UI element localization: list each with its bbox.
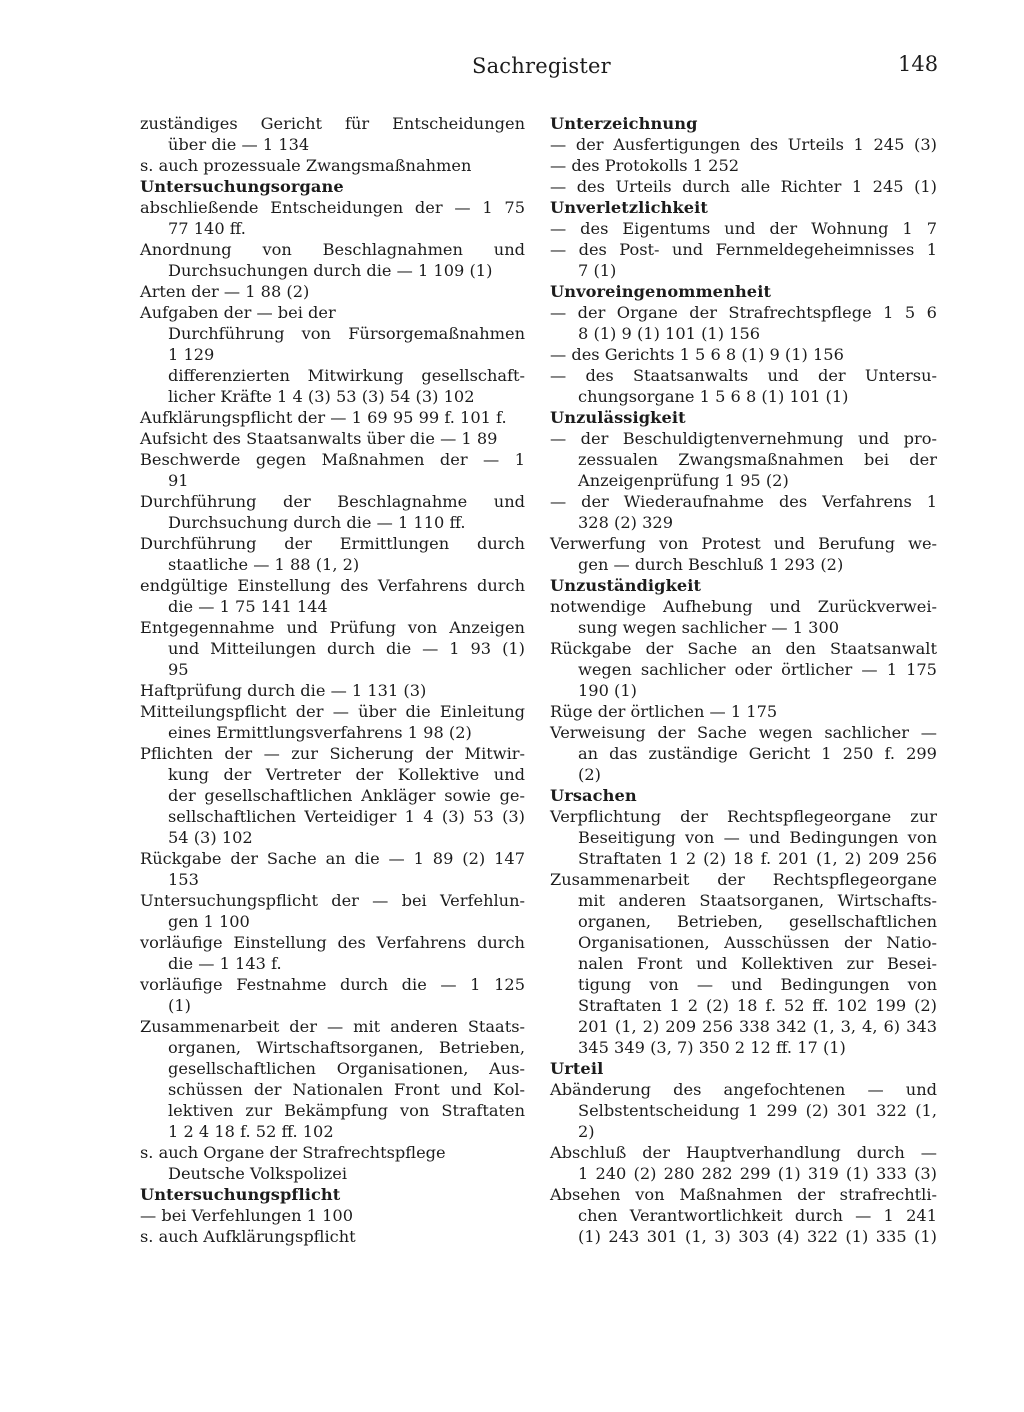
index-line: Zusammenarbeit der — mit anderen Staats-: [140, 1017, 525, 1036]
index-line: Durchführung der Beschlagnahme und: [140, 492, 525, 511]
index-line: — der Beschuldigtenvernehmung und pro-: [550, 429, 937, 448]
index-line: sellschaftlichen Verteidiger 1 4 (3) 53 (3): [168, 807, 525, 826]
index-line: mit anderen Staatsorganen, Wirtschafts-: [578, 891, 937, 910]
index-line: abschließende Entscheidungen der — 1 75: [140, 198, 525, 217]
index-line: Organisationen, Ausschüssen der Natio-: [578, 933, 937, 952]
index-heading: Ursachen: [550, 786, 637, 805]
index-line: Anzeigenprüfung 1 95 (2): [578, 471, 789, 490]
index-line: gesellschaftlichen Organisationen, Aus-: [168, 1059, 525, 1078]
index-line: Abschluß der Hauptverhandlung durch —: [550, 1143, 937, 1162]
index-line: gen — durch Beschluß 1 293 (2): [578, 555, 844, 574]
index-line: Selbstentscheidung 1 299 (2) 301 322 (1,: [578, 1101, 937, 1120]
index-line: 1 129: [168, 345, 215, 364]
index-line: 77 140 ff.: [168, 219, 246, 238]
index-line: sung wegen sachlicher — 1 300: [578, 618, 840, 637]
index-line: — des Staatsanwalts und der Untersu-: [550, 366, 937, 385]
index-line: vorläufige Einstellung des Verfahrens durch: [140, 933, 525, 952]
index-line: Arten der — 1 88 (2): [140, 282, 310, 301]
index-heading: Unzuständigkeit: [550, 576, 702, 595]
index-line: Absehen von Maßnahmen der strafrechtli-: [550, 1185, 937, 1204]
index-line: Rückgabe der Sache an den Staatsanwalt: [550, 639, 937, 658]
index-line: differenzierten Mitwirkung gesellschaft-: [168, 366, 525, 385]
index-heading: Unzulässigkeit: [550, 408, 686, 427]
index-line: 95: [168, 660, 189, 679]
index-line: über die — 1 134: [168, 135, 310, 154]
index-line: s. auch prozessuale Zwangsmaßnahmen: [140, 156, 472, 175]
index-line: wegen sachlicher oder örtlicher — 1 175: [578, 660, 937, 679]
index-line: — des Protokolls 1 252: [550, 156, 740, 175]
index-heading: Untersuchungsorgane: [140, 177, 344, 196]
index-line: Straftaten 1 2 (2) 18 f. 52 ff. 102 199 (2): [578, 996, 937, 1015]
index-line: Verwerfung von Protest und Berufung we-: [550, 534, 937, 553]
index-line: notwendige Aufhebung und Zurückverwei-: [550, 597, 937, 616]
index-line: — bei Verfehlungen 1 100: [140, 1206, 353, 1225]
index-line: — der Ausfertigungen des Urteils 1 245 (3): [550, 135, 937, 154]
index-line: 2): [578, 1122, 595, 1141]
index-line: zuständiges Gericht für Entscheidungen: [140, 114, 525, 133]
index-line: Durchführung von Fürsorgemaßnahmen: [168, 324, 525, 343]
index-line: organen, Wirtschaftsorganen, Betrieben,: [168, 1038, 525, 1057]
index-line: — des Gerichts 1 5 6 8 (1) 9 (1) 156: [550, 345, 844, 364]
index-heading: Unvoreingenommenheit: [550, 282, 772, 301]
index-line: Entgegennahme und Prüfung von Anzeigen: [140, 618, 525, 637]
index-line: Straftaten 1 2 (2) 18 f. 201 (1, 2) 209 256: [578, 849, 937, 868]
index-line: 345 349 (3, 7) 350 2 12 ff. 17 (1): [578, 1038, 846, 1057]
index-line: eines Ermittlungsverfahrens 1 98 (2): [168, 723, 472, 742]
index-line: Aufsicht des Staatsanwalts über die — 1 89: [140, 429, 498, 448]
index-line: chen Verantwortlichkeit durch — 1 241: [578, 1206, 937, 1225]
index-line: Aufgaben der — bei der: [140, 303, 336, 322]
index-line: 201 (1, 2) 209 256 338 342 (1, 3, 4, 6) 343: [578, 1017, 937, 1036]
index-line: Abänderung des angefochtenen — und: [550, 1080, 937, 1099]
index-line: 91: [168, 471, 189, 490]
index-line: — der Organe der Strafrechtspflege 1 5 6: [550, 303, 937, 322]
index-line: gen 1 100: [168, 912, 250, 931]
index-line: — des Urteils durch alle Richter 1 245 (1): [550, 177, 937, 196]
running-title: Sachregister: [472, 54, 611, 78]
index-line: nalen Front und Kollektiven zur Besei-: [578, 954, 937, 973]
index-line: (1): [168, 996, 191, 1015]
index-line: Durchführung der Ermittlungen durch: [140, 534, 525, 553]
index-line: schüssen der Nationalen Front und Kol-: [168, 1080, 525, 1099]
index-line: endgültige Einstellung des Verfahrens durch: [140, 576, 525, 595]
index-line: vorläufige Festnahme durch die — 1 125: [140, 975, 525, 994]
index-line: Rückgabe der Sache an die — 1 89 (2) 147: [140, 849, 525, 868]
index-line: Haftprüfung durch die — 1 131 (3): [140, 681, 427, 700]
index-line: Beseitigung von — und Bedingungen von: [578, 828, 937, 847]
index-line: 8 (1) 9 (1) 101 (1) 156: [578, 324, 761, 343]
index-line: Verweisung der Sache wegen sachlicher —: [550, 723, 937, 742]
index-line: Deutsche Volkspolizei: [168, 1164, 348, 1183]
index-line: an das zuständige Gericht 1 250 f. 299: [578, 744, 937, 763]
right-column: [550, 113, 937, 1247]
index-line: organen, Betrieben, gesellschaftlichen: [578, 912, 937, 931]
left-column: [140, 113, 525, 1247]
index-line: tigung von — und Bedingungen von: [578, 975, 937, 994]
index-line: (1) 243 301 (1, 3) 303 (4) 322 (1) 335 (1): [578, 1227, 937, 1246]
index-line: Rüge der örtlichen — 1 175: [550, 702, 778, 721]
index-line: Verpflichtung der Rechtspflegeorgane zur: [550, 807, 937, 826]
index-line: 190 (1): [578, 681, 637, 700]
index-line: Mitteilungspflicht der — über die Einleitung: [140, 702, 525, 721]
index-heading: Unterzeichnung: [550, 114, 698, 133]
index-line: Anordnung von Beschlagnahmen und: [140, 240, 525, 259]
index-heading: Unverletzlichkeit: [550, 198, 709, 217]
index-line: — der Wiederaufnahme des Verfahrens 1: [550, 492, 937, 511]
index-line: die — 1 143 f.: [168, 954, 282, 973]
index-line: Durchsuchung durch die — 1 110 ff.: [168, 513, 466, 532]
index-line: lektiven zur Bekämpfung von Straftaten: [168, 1101, 525, 1120]
index-line: und Mitteilungen durch die — 1 93 (1): [168, 639, 525, 658]
index-heading: Untersuchungspflicht: [140, 1185, 341, 1204]
index-line: — des Post- und Fernmeldegeheimnisses 1: [550, 240, 937, 259]
index-line: Beschwerde gegen Maßnahmen der — 1: [140, 450, 525, 469]
index-line: zessualen Zwangsmaßnahmen bei der: [578, 450, 937, 469]
index-line: Aufklärungspflicht der — 1 69 95 99 f. 101 f.: [140, 408, 507, 427]
index-line: 153: [168, 870, 199, 889]
index-line: 1 240 (2) 280 282 299 (1) 319 (1) 333 (3): [578, 1164, 937, 1183]
index-line: kung der Vertreter der Kollektive und: [168, 765, 525, 784]
index-line: (2): [578, 765, 601, 784]
index-line: — des Eigentums und der Wohnung 1 7: [550, 219, 937, 238]
index-line: s. auch Aufklärungspflicht: [140, 1227, 356, 1246]
index-line: Durchsuchungen durch die — 1 109 (1): [168, 261, 493, 280]
index-line: 54 (3) 102: [168, 828, 253, 847]
index-line: 328 (2) 329: [578, 513, 674, 532]
index-line: s. auch Organe der Strafrechtspflege: [140, 1143, 446, 1162]
index-line: der gesellschaftlichen Ankläger sowie ge-: [168, 786, 525, 805]
index-line: Pflichten der — zur Sicherung der Mitwir-: [140, 744, 525, 763]
index-line: chungsorgane 1 5 6 8 (1) 101 (1): [578, 387, 849, 406]
index-line: 1 2 4 18 f. 52 ff. 102: [168, 1122, 334, 1141]
index-line: staatliche — 1 88 (1, 2): [168, 555, 360, 574]
index-line: Zusammenarbeit der Rechtspflegeorgane: [550, 870, 937, 889]
index-line: die — 1 75 141 144: [168, 597, 328, 616]
index-line: Untersuchungspflicht der — bei Verfehlun-: [140, 891, 525, 910]
page-number: 148: [898, 52, 939, 76]
index-heading: Urteil: [550, 1059, 604, 1078]
index-line: 7 (1): [578, 261, 617, 280]
index-line: licher Kräfte 1 4 (3) 53 (3) 54 (3) 102: [168, 387, 475, 406]
